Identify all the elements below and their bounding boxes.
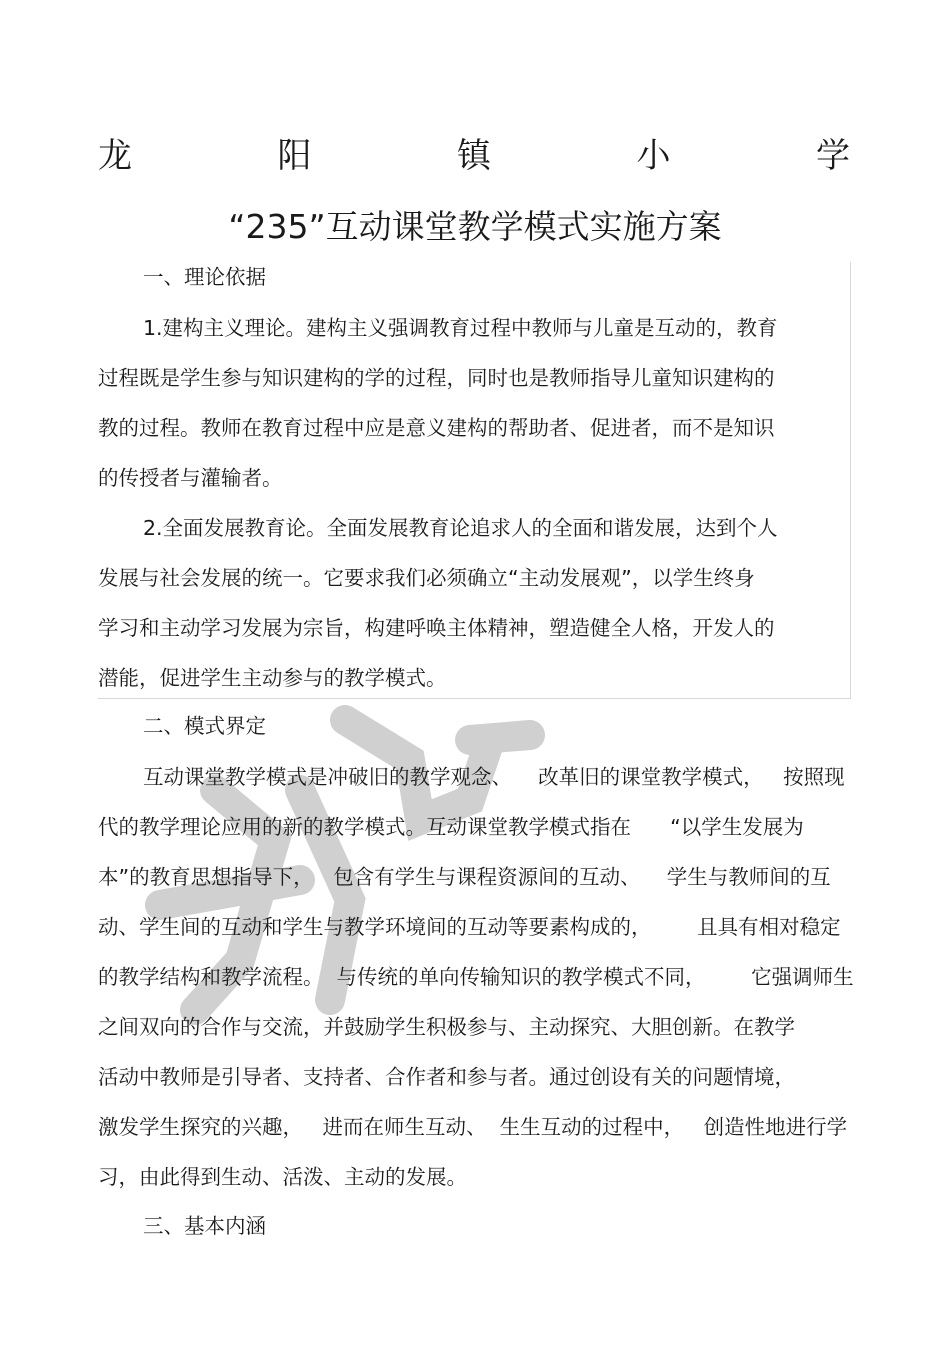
paragraph-line: 本”的教育思想指导下， 包含有学生与课程资源间的互动、 学生与教师间的互 <box>98 865 831 889</box>
paragraph-line: 2.全面发展教育论。全面发展教育论追求人的全面和谐发展，达到个人 <box>143 516 778 540</box>
paragraph-line: 学习和主动学习发展为宗旨，构建呼唤主体精神，塑造健全人格，开发人的 <box>98 616 775 640</box>
paragraph-line: 激发学生探究的兴趣， 进而在师生互动、 生生互动的过程中， 创造性地进行学 <box>98 1115 848 1139</box>
section-heading-definition: 二、模式界定 <box>143 714 266 738</box>
paragraph-line: 互动课堂教学模式是冲破旧的教学观念、 改革旧的课堂教学模式， 按照现 <box>143 765 845 789</box>
paragraph-line: 过程既是学生参与知识建构的学的过程，同时也是教师指导儿童知识建构的 <box>98 366 775 390</box>
paragraph-line: 之间双向的合作与交流，并鼓励学生积极参与、主动探究、大胆创新。在教学 <box>98 1015 795 1039</box>
paragraph-line: 潜能，促进学生主动参与的教学模式。 <box>98 666 447 690</box>
paragraph-line: 发展与社会发展的统一。它要求我们必须确立“主动发展观”，以学生终身 <box>98 566 755 590</box>
section-heading-connotation: 三、基本内涵 <box>143 1214 266 1238</box>
paragraph-line: 的传授者与灌输者。 <box>98 466 283 490</box>
school-char: 阳 <box>277 136 312 176</box>
paragraph-line: 1.建构主义理论。建构主义强调教育过程中教师与儿童是互动的，教育 <box>143 316 778 340</box>
paragraph-line: 代的教学理论应用的新的教学模式。互动课堂教学模式指在 “以学生发展为 <box>98 815 804 839</box>
school-char: 小 <box>636 136 671 176</box>
paragraph-line: 的教学结构和教学流程。 与传统的单向传输知识的教学模式不同， 它强调师生 <box>98 965 854 989</box>
section-frame-right <box>850 262 851 698</box>
paragraph-line: 活动中教师是引导者、支持者、合作者和参与者。通过创设有关的问题情境， <box>98 1065 795 1089</box>
school-char: 镇 <box>457 136 491 176</box>
section-frame-bottom <box>98 698 851 699</box>
school-name <box>98 132 850 180</box>
paragraph-line: 习，由此得到生动、活泼、主动的发展。 <box>98 1165 467 1189</box>
section-heading-theory: 一、理论依据 <box>143 265 266 289</box>
paragraph-line: 动、学生间的互动和学生与教学环境间的互动等要素构成的， 且具有相对稳定 <box>98 915 841 939</box>
school-char: 龙 <box>98 136 132 176</box>
paragraph-line: 教的过程。教师在教育过程中应是意义建构的帮助者、促进者，而不是知识 <box>98 416 775 440</box>
school-char: 学 <box>816 136 850 176</box>
document-title: “235”互动课堂教学模式实施方案 <box>228 207 722 246</box>
